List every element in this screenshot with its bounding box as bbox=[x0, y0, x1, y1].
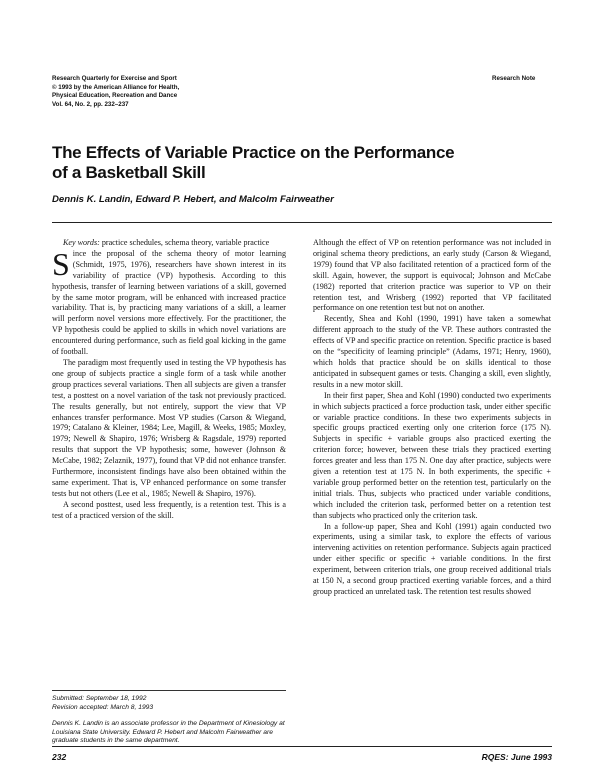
paragraph: In a follow-up paper, Shea and Kohl (1991) again conducted two experiments, using a similar task, to explore the effects of various intervening activities on retention performance. Subjects again practiced under either specific or specific + variable conditions. In the first experiment, between criterion trials, one group received additional trials at 150 N, a second group practiced exerting variable forces, and a third group practiced an unrelated task. The retention test results showed bbox=[313, 521, 551, 596]
keywords-text: practice schedules, schema theory, variable practice bbox=[101, 238, 270, 247]
paragraph: The paradigm most frequently used in testing the VP hypothesis has one group of subjects practice a single form of a task while another group practices several variations. Then all subjects are given a transfer test, a posttest on a novel variation of the task not previously practiced. The results generally, but not entirely, support the view that VP enhances transfer performance. Most VP studies (Carson & Wiegand, 1979; Catalano & Kleiner, 1984; Lee, Magill, & Weeks, 1985; Moxley, 1979; Newell & Shapiro, 1976; Wrisberg & Ragsdale, 1979) reported results that support the VP hypothesis; some, however (Johnson & McCabe, 1982; Zelaznik, 1977), found that VP did not enhance transfer. Furthermore, inconsistent findings have also been obtained within the same experiment. That is, VP enhanced performance on some transfer tests but not others (Lee et al., 1985; Newell & Shapiro, 1976). bbox=[52, 357, 286, 498]
running-head: RQES: June 1993 bbox=[481, 752, 552, 762]
footer-divider bbox=[52, 746, 552, 747]
author-bio: Dennis K. Landin is an associate professor in the Department of Kinesiology at Louisiana State University. Edward P. Hebert and Malcolm Fairweather are graduate students in the same department. bbox=[52, 720, 285, 745]
header-divider bbox=[52, 222, 552, 223]
author-list: Dennis K. Landin, Edward P. Hebert, and Malcolm Fairweather bbox=[52, 194, 334, 205]
volume-line: Vol. 64, No. 2, pp. 232–237 bbox=[52, 100, 129, 108]
page-number: 232 bbox=[52, 752, 67, 762]
paragraph: Recently, Shea and Kohl (1990, 1991) have taken a somewhat different approach to the study of the VP. These authors contrasted the effects of VP and specific practice on retention. Specific practice is based on the “specificity of learning principle” (Adams, 1971; Henry, 1960), which holds that practice should be on skills identical to those anticipated in subsequent games or tests. Changing a skill, even slightly, results in a new motor skill. bbox=[313, 314, 551, 389]
paragraph-text: ince the proposal of the schema theory of motor learning (Schmidt, 1975, 1976), researchers have shown interest in its variability of practice (VP) hypothesis. According to this hypothesis, transfer of learning between variations of a skill, governed by the same motor program, will be enhanced with increased practice variability. That is, by practicing many variations of a skill, a learner will perform novel versions more effectively. For the practitioner, the VP hypothesis could be applied to skills in which novel variations are encountered during performance, such as field goal kicking in the game of football. bbox=[52, 248, 286, 357]
drop-cap: S bbox=[52, 245, 70, 282]
section-label: Research Note bbox=[492, 75, 536, 82]
left-column bbox=[52, 238, 286, 522]
paragraph: A second posttest, used less frequently, is a retention test. This is a test of a practiced version of the skill. bbox=[52, 499, 286, 520]
paragraph: Although the effect of VP on retention performance was not included in original schema theory predictions, an early study (Carson & Wiegand, 1979) found that VP also facilitated retention of a practiced form of the skill. Again, however, the support is equivocal; Johnson and McCabe (1982) reported that criterion practice was superior to VP on their retention test, and Wrisberg (1992) reported that VP facilitated performance on one retention test but not on another. bbox=[313, 238, 551, 313]
journal-name: Research Quarterly for Exercise and Sport bbox=[52, 75, 177, 82]
revision-date: Revision accepted: March 8, 1993 bbox=[52, 703, 154, 711]
keywords-label: Key words: bbox=[63, 238, 100, 247]
publisher-line: Physical Education, Recreation and Dance bbox=[52, 92, 178, 100]
title-line-2: of a Basketball Skill bbox=[52, 163, 206, 182]
footnote-divider bbox=[52, 690, 286, 691]
article-title bbox=[52, 143, 512, 183]
right-column bbox=[313, 238, 551, 598]
keywords bbox=[52, 238, 286, 249]
submission-info bbox=[52, 695, 286, 746]
copyright-line: © 1993 by the American Alliance for Health, bbox=[52, 83, 180, 91]
paragraph: In their first paper, Shea and Kohl (1990) conducted two experiments in which subjects practiced a force production task, under either specific or variable practice conditions. In these two experiments subjects in specific groups practiced exerting only one criterion force (175 N). Subjects in specific + variable groups also practiced exerting the criterion force; however, between these trials they practiced exerting forces greater and less than 175 N. One day after practice, subjects were given a retention test at 175 N. In both experiments, the specific + variable group performed better on the retention test, particularly on the initial trials. Thus, subjects who practiced under variable conditions, which included the criterion task, performed better on a retention test than subjects who practiced only the criterion task. bbox=[313, 390, 551, 520]
paragraph bbox=[52, 245, 286, 358]
title-line-1: The Effects of Variable Practice on the Performance bbox=[52, 143, 455, 162]
submitted-date: Submitted: September 18, 1992 bbox=[52, 695, 147, 702]
journal-info bbox=[52, 75, 312, 109]
